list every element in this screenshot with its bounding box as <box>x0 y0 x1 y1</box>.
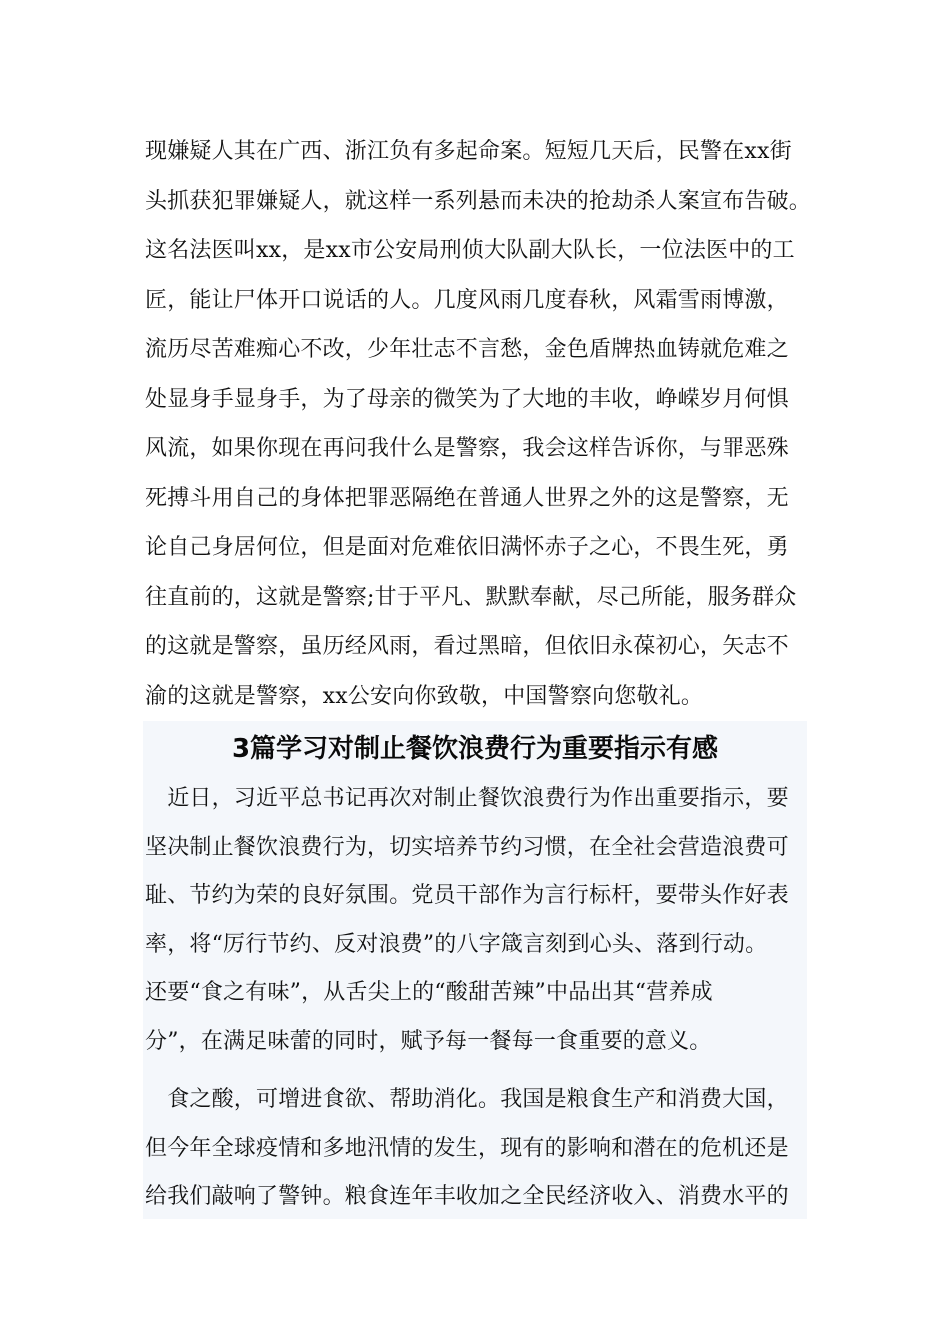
text-line: 耻、节约为荣的良好氛围。党员干部作为言行标杆，要带头作好表 <box>145 883 789 908</box>
text-line: 流历尽苦难痴心不改，少年壮志不言愁，金色盾牌热血铸就危难之 <box>145 337 789 362</box>
text-line: 还要“食之有味”，从舌尖上的“酸甜苦辣”中品出其“营养成 <box>145 980 713 1005</box>
text-line: 但今年全球疫情和多地汛情的发生，现有的影响和潜在的危机还是 <box>145 1135 789 1161</box>
text-line: 食之酸，可增进食欲、帮助消化。我国是粮食生产和消费大国， <box>145 1087 789 1112</box>
text-line: 现嫌疑人其在广西、浙江负有多起命案。短短几天后，民警在xx街 <box>145 139 792 164</box>
text-line: 坚决制止餐饮浪费行为，切实培养节约习惯，在全社会营造浪费可 <box>145 834 789 860</box>
text-line: 的这就是警察，虽历经风雨，看过黑暗，但依旧永葆初心，矢志不 <box>145 634 789 659</box>
text-line: 分”，在满足味蕾的同时，赋予每一餐每一食重要的意义。 <box>145 1028 712 1054</box>
text-line: 头抓获犯罪嫌疑人，就这样一系列悬而未决的抢劫杀人案宣布告破。 <box>145 188 812 214</box>
article-body <box>145 779 809 1226</box>
article-title: 3篇学习对制止餐饮浪费行为重要指示有感 <box>231 734 719 764</box>
text-line: 渝的这就是警察，xx公安向你致敬，中国警察向您敬礼。 <box>145 683 704 709</box>
text-line: 风流，如果你现在再问我什么是警察，我会这样告诉你，与罪恶殊 <box>145 436 789 461</box>
paragraph <box>145 1080 809 1226</box>
article-section <box>143 721 807 1219</box>
text-line: 率，将“厉行节约、反对浪费”的八字箴言刻到心头、落到行动。 <box>145 931 768 957</box>
text-line: 往直前的，这就是警察;甘于平凡、默默奉献，尽己所能，服务群众 <box>145 584 797 610</box>
text-line: 这名法医叫xx，是xx市公安局刑侦大队副大队长，一位法医中的工 <box>145 238 795 263</box>
text-line: 匠，能让尸体开口说话的人。几度风雨几度春秋，风霜雪雨博激， <box>145 287 789 313</box>
continued-paragraph <box>145 132 810 726</box>
text-line: 论自己身居何位，但是面对危难依旧满怀赤子之心，不畏生死，勇 <box>145 535 789 560</box>
text-line: 给我们敲响了警钟。粮食连年丰收加之全民经济收入、消费水平的 <box>145 1184 789 1209</box>
text-line: 处显身手显身手，为了母亲的微笑为了大地的丰收，峥嵘岁月何惧 <box>145 386 789 412</box>
paragraph-gap <box>145 1070 809 1080</box>
text-line: 死搏斗用自己的身体把罪恶隔绝在普通人世界之外的这是警察，无 <box>145 485 789 511</box>
text-line: 近日，习近平总书记再次对制止餐饮浪费行为作出重要指示，要 <box>145 786 789 811</box>
paragraph <box>145 779 809 1070</box>
